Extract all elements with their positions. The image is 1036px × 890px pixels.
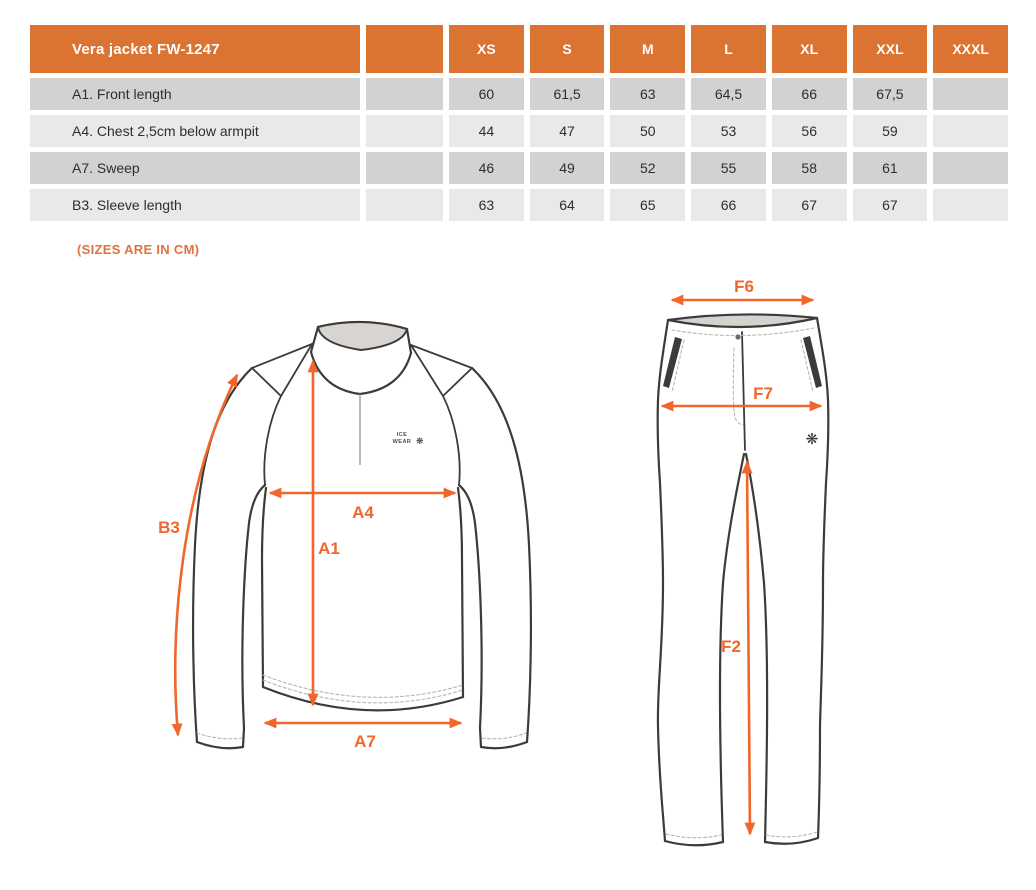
table-cell: 66 [772,78,847,110]
row-blank-cell [366,115,443,147]
table-cell: 63 [449,189,524,221]
table-cell: 67 [772,189,847,221]
row-label: B3. Sleeve length [30,189,360,221]
table-cell: 55 [691,152,766,184]
table-cell: 49 [530,152,605,184]
table-cell: 64 [530,189,605,221]
f2-measure-arrow [747,462,750,834]
waist-button [735,334,740,339]
table-cell: 60 [449,78,524,110]
size-table [30,25,1008,221]
svg-text:ICE: ICE [396,432,408,438]
a4-label: A4 [352,503,374,522]
table-cell: 63 [610,78,685,110]
svg-text:WEAR: WEAR [392,439,412,445]
table-cell: 67 [853,189,928,221]
a1-label: A1 [318,539,340,558]
logo-snowflake-icon: ❋ [416,437,424,447]
table-cell: 64,5 [691,78,766,110]
f6-label: F6 [734,278,754,296]
b3-label: B3 [158,518,180,537]
table-cell: 61,5 [530,78,605,110]
pants-outline-art [658,314,829,845]
table-cell: 56 [772,115,847,147]
f7-label: F7 [753,384,773,403]
table-cell: 66 [691,189,766,221]
table-cell: 50 [610,115,685,147]
table-header-xl: XL [772,25,847,73]
table-header-blank [366,25,443,73]
table-cell: 46 [449,152,524,184]
table-header-s: S [530,25,605,73]
table-cell: 52 [610,152,685,184]
table-cell [933,78,1008,110]
row-blank-cell [366,152,443,184]
table-cell: 61 [853,152,928,184]
units-note: (SIZES ARE IN CM) [77,242,200,257]
table-cell [933,152,1008,184]
table-cell: 47 [530,115,605,147]
table-cell [933,115,1008,147]
pants-diagram [630,278,860,853]
jacket-diagram [145,295,555,775]
table-cell [933,189,1008,221]
row-blank-cell [366,78,443,110]
table-cell: 67,5 [853,78,928,110]
table-cell: 53 [691,115,766,147]
icewear-logo [393,432,424,447]
row-label: A1. Front length [30,78,360,110]
a7-label: A7 [354,732,376,751]
table-title: Vera jacket FW-1247 [30,25,360,73]
table-header-l: L [691,25,766,73]
b3-measure-arrow [175,375,237,735]
pants-snowflake-icon: ❋ [805,430,819,448]
row-label: A7. Sweep [30,152,360,184]
row-blank-cell [366,189,443,221]
table-header-xs: XS [449,25,524,73]
table-cell: 65 [610,189,685,221]
jacket-outline-art [193,322,531,748]
table-header-m: M [610,25,685,73]
table-cell: 58 [772,152,847,184]
row-label: A4. Chest 2,5cm below armpit [30,115,360,147]
table-cell: 59 [853,115,928,147]
table-header-xxl: XXL [853,25,928,73]
table-cell: 44 [449,115,524,147]
f2-label: F2 [721,637,741,656]
table-header-xxxl: XXXL [933,25,1008,73]
